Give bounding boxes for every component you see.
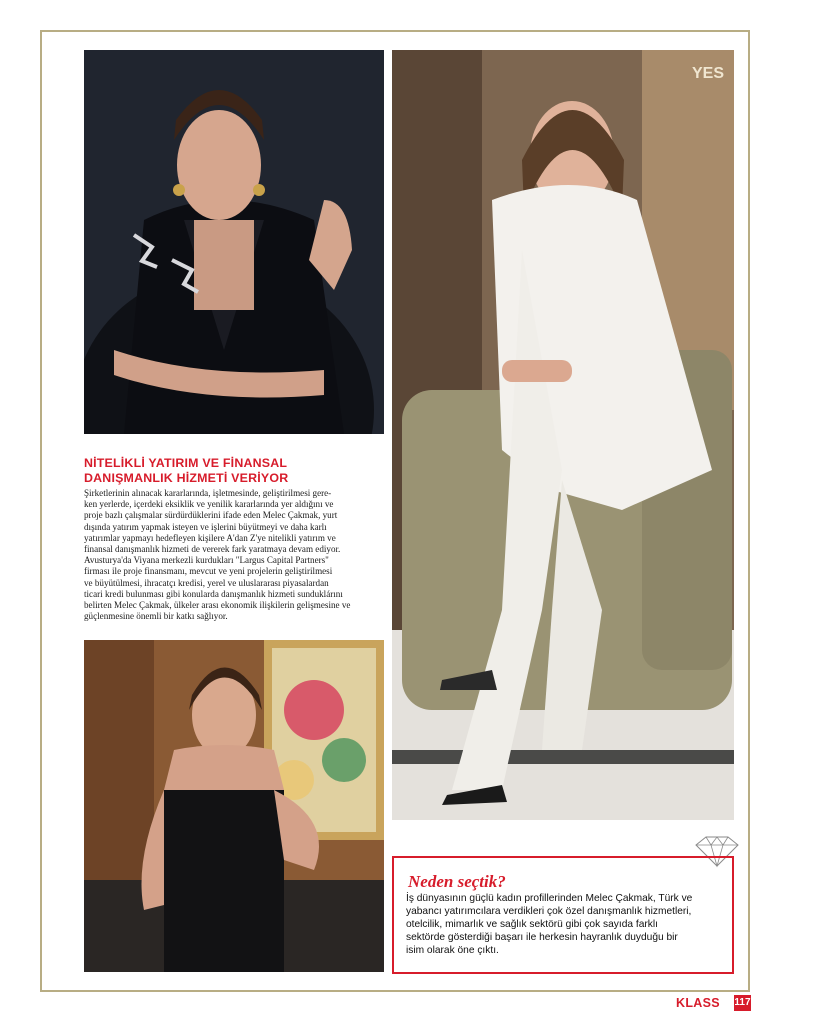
callout-line: İş dünyasının güçlü kadın profillerinden Melec Çakmak, Türk ve [406, 893, 693, 904]
callout-title: Neden seçtik? [408, 872, 506, 891]
body-line: güçlenmesine önemli bir katkı sağlıyor. [84, 611, 228, 622]
body-line: ken yerlerde, içerdeki eksiklik ve yenilik kararlarında yer aldığını ve [84, 499, 334, 510]
section-heading-line: NİTELİKLİ YATIRIM VE FİNANSAL [84, 456, 288, 470]
body-line: yatırımlar yapmayı hedefleyen kişilere A'dan Z'ye nitelikli yatırım ve [84, 532, 336, 543]
callout-line: isim olarak öne çıktı. [406, 945, 499, 956]
photo-black-cape-portrait [84, 50, 384, 434]
body-line: Şirketlerinin alınacak kararlarında, işletmesinde, geliştirilmesi gere- [84, 488, 332, 498]
callout-line: otelcilik, mimarlık ve sağlık sektörü gibi çok sayıda farklı [406, 919, 658, 930]
callout-line: sektörde gösterdiği başarı ile herkesin hayranlık duyduğu bir [406, 932, 678, 943]
article-body [84, 488, 384, 622]
store-sign-text: YES [692, 65, 725, 82]
body-line: finansal danışmanlık hizmeti de vererek fark yaratmaya devam ediyor. [84, 544, 341, 555]
section-heading-line: DANIŞMANLIK HİZMETİ VERİYOR [84, 470, 289, 485]
section-heading [84, 456, 384, 485]
body-line: Avusturya'da Viyana merkezli kurdukları "Largus Capital Partners" [84, 555, 329, 566]
body-line: belirten Melec Çakmak, ülkeler arası ekonomik ilişkilerin gelişmesine ve [84, 600, 351, 611]
body-line: proje bazlı çalışmalar sürdürdüklerini ifade eden Melec Çakmak, yurt [84, 510, 338, 521]
body-line: firması ile proje finansmanı, mevcut ve yeni projelerin geliştirilmesi [84, 566, 333, 577]
magazine-brand: KLASS [676, 996, 720, 1010]
body-line: ticari kredi bulunması gibi konularda danışmanlık hizmeti sunduklárını [84, 588, 343, 599]
page-number: 117 [734, 995, 751, 1011]
callout-line: yabancı yatırımcılara verdikleri çok özel danışmanlık hizmetleri, [406, 906, 692, 917]
callout-text [406, 892, 728, 957]
photo-black-dress-portrait [84, 640, 384, 972]
body-line: ve büyütülmesi, ihracatçı kredisi, yerel ve uluslararası piyasalardan [84, 577, 329, 588]
why-we-chose-callout [392, 856, 734, 974]
body-line: dışında yatırım yapmak isteyen ve işlerini büyütmeyi ve daha karlı [84, 521, 327, 532]
photo-white-suit-seated [392, 50, 734, 820]
